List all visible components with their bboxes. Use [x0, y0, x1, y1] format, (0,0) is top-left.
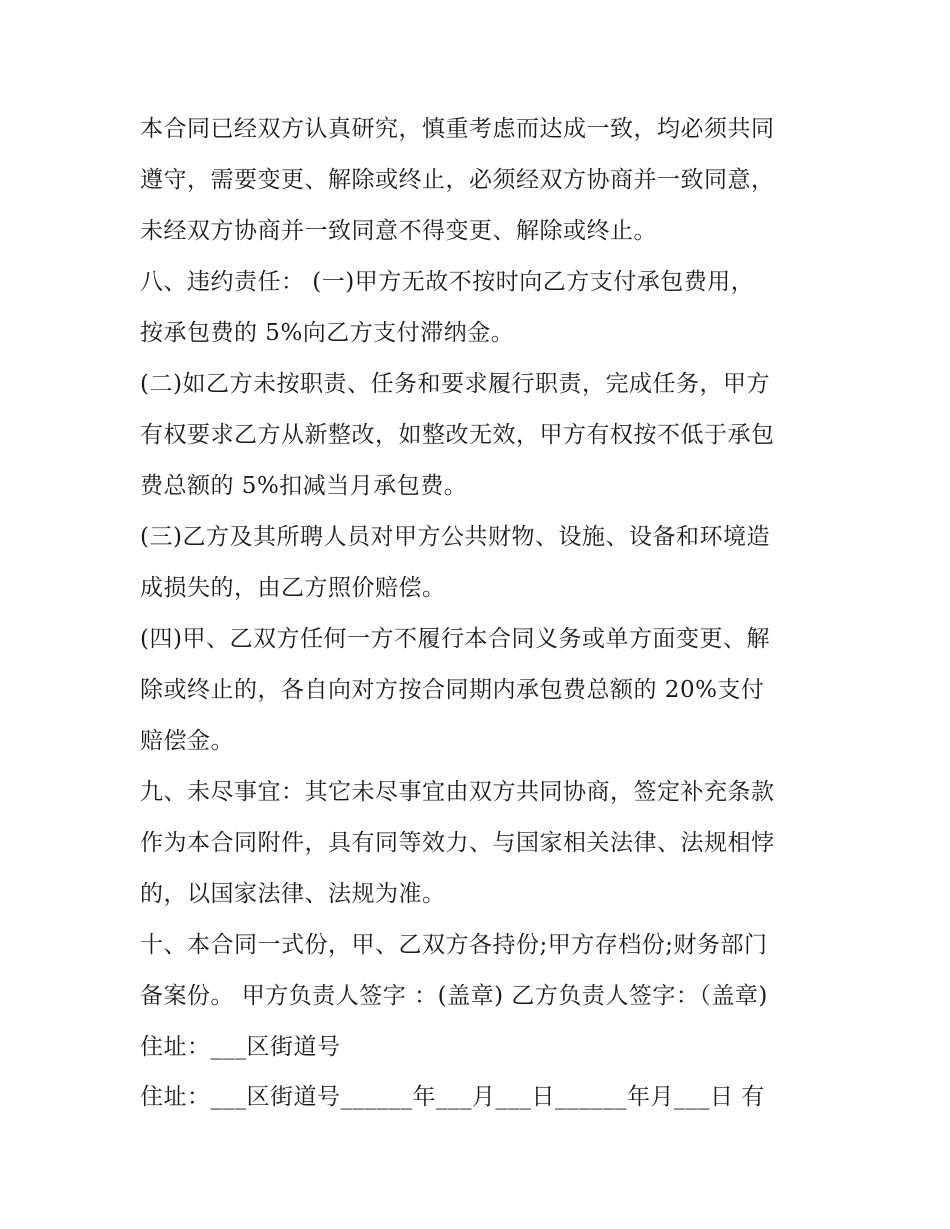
text-line: 未经双方协商并一致同意不得变更、解除或终止。 — [140, 218, 657, 244]
text-line: 的，以国家法律、法规为准。 — [140, 881, 446, 907]
clause-three: (三)乙方及其所聘人员对甲方公共财物、设施、设备和环境造 — [140, 524, 770, 550]
signature-line: 备案份。 甲方负责人签字 ：(盖章) 乙方负责人签字：（盖章) — [140, 983, 768, 1009]
text-line: 费总额的 5%扣减当月承包费。 — [140, 473, 468, 499]
clause-four: (四)甲、乙双方任何一方不履行本合同义务或单方面变更、解 — [140, 626, 770, 652]
section-heading-copies: 十、本合同一式份，甲、乙双方各持份;甲方存档份;财务部门 — [140, 932, 768, 958]
text-line: 本合同已经双方认真研究，慎重考虑而达成一致，均必须共同 — [140, 116, 775, 142]
section-heading-other-matters: 九、未尽事宜：其它未尽事宜由双方共同协商，签定补充条款 — [140, 779, 775, 805]
address-date-line: 住址：___区街道号______年___月___日______年月___日 有 — [140, 1084, 765, 1110]
text-line: 作为本合同附件，具有同等效力、与国家相关法律、法规相悖 — [140, 830, 775, 856]
clause-two: (二)如乙方未按职责、任务和要求履行职责，完成任务，甲方 — [140, 371, 770, 397]
text-line: 除或终止的，各自向对方按合同期内承包费总额的 20%支付 — [140, 677, 765, 703]
text-line: 有权要求乙方从新整改，如整改无效，甲方有权按不低于承包 — [140, 422, 775, 448]
section-heading-liability: 八、违约责任： (一)甲方无故不按时向乙方支付承包费用， — [140, 269, 755, 295]
address-line: 住址：___区街道号 — [140, 1034, 341, 1060]
text-line: 赔偿金。 — [140, 728, 234, 754]
text-line: 按承包费的 5%向乙方支付滞纳金。 — [140, 320, 515, 346]
text-line: 成损失的，由乙方照价赔偿。 — [140, 575, 446, 601]
contract-text — [140, 104, 820, 1123]
text-line: 遵守，需要变更、解除或终止，必须经双方协商并一致同意， — [140, 167, 775, 193]
